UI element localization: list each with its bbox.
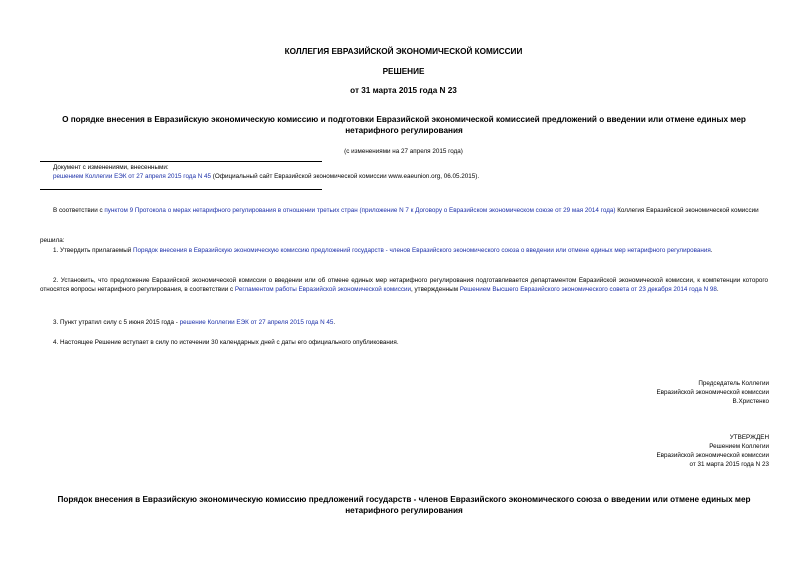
preamble-text-2: Коллегия Евразийской экономической комиссии bbox=[615, 207, 759, 214]
paragraph-1-text: 1. Утвердить прилагаемый bbox=[53, 247, 134, 254]
changes-box-top-rule bbox=[40, 161, 322, 162]
appendix-title: Порядок внесения в Евразийскую экономическую комиссию предложений государств - членов Евразийского экономического союза о введении или отмене единых мер нетарифного регулирования bbox=[57, 495, 751, 516]
approval-by: Решением Коллегии bbox=[709, 443, 769, 451]
signature-block bbox=[656, 379, 769, 406]
changes-note: (с изменениями на 27 апреля 2015 года) bbox=[344, 148, 463, 155]
paragraph-2-text-1: 2. Установить, что предложение Евразийской экономической комиссии о введении или об отмене единых мер нетарифного регулирования подготавливается департаментом Евразийской экономической комиссии, к компетенции которого относятся вопросы нетарифного регулирования, в соответствии с bbox=[40, 277, 768, 294]
doc-date: от 31 марта 2015 года N 23 bbox=[350, 86, 457, 95]
changes-box-entry bbox=[53, 172, 773, 181]
council-decision-link[interactable]: Решением Высшего Евразийского экономического совета от 23 декабря 2014 года N 98 bbox=[459, 286, 717, 294]
procedure-link[interactable]: Порядок внесения в Евразийскую экономическую комиссию предложений государств - членов Евразийского экономического союза о введении или отмене единых мер нетарифного регулирования bbox=[133, 247, 711, 254]
signature-org: Евразийской экономической комиссии bbox=[656, 389, 769, 397]
preamble-text-1: В соответствии с bbox=[53, 207, 105, 214]
paragraph-1-end: . bbox=[710, 247, 713, 254]
repeal-decision-link[interactable]: решение Коллегии ЕЭК от 27 апреля 2015 года N 45 bbox=[179, 319, 334, 326]
changes-box-source: (Официальный сайт Евразийской экономической комиссии www.eaeunion.org, 06.05.2015). bbox=[211, 173, 480, 181]
paragraph-1 bbox=[40, 246, 768, 255]
paragraph-3-end: . bbox=[333, 319, 336, 326]
decided-label: решила: bbox=[40, 237, 65, 244]
regulations-link[interactable]: Регламентом работы Евразийской экономической комиссии bbox=[234, 286, 412, 294]
approval-org: Евразийской экономической комиссии bbox=[656, 452, 769, 460]
approval-date: от 31 марта 2015 года N 23 bbox=[689, 461, 769, 469]
doc-type-heading: РЕШЕНИЕ bbox=[382, 67, 425, 76]
approval-block bbox=[656, 433, 769, 470]
paragraph-2 bbox=[40, 276, 768, 294]
signature-name: В.Христенко bbox=[732, 398, 769, 406]
paragraph-4: 4. Настоящее Решение вступает в силу по истечении 30 календарных дней с даты его официального опубликования. bbox=[53, 339, 399, 346]
paragraph-3 bbox=[40, 318, 768, 327]
preamble-paragraph bbox=[40, 206, 768, 215]
paragraph-2-end: . bbox=[716, 286, 719, 294]
doc-title: О порядке внесения в Евразийскую экономическую комиссию и подготовки Евразийской экономической комиссией предложений о введении или отмене единых мер нетарифного регулирования bbox=[62, 115, 746, 136]
amendment-link-45[interactable]: решением Коллегии ЕЭК от 27 апреля 2015 года N 45 bbox=[53, 173, 212, 181]
paragraph-2-text-2: , утвержденным bbox=[411, 286, 460, 294]
signature-title: Председатель Коллегии bbox=[698, 380, 769, 387]
paragraph-3-text: 3. Пункт утратил силу с 5 июня 2015 года - bbox=[53, 319, 180, 326]
approval-heading: УТВЕРЖДЕН bbox=[729, 434, 769, 441]
changes-box bbox=[53, 163, 773, 181]
changes-box-bottom-rule bbox=[40, 189, 322, 190]
changes-box-label: Документ с изменениями, внесенными: bbox=[53, 164, 169, 171]
org-heading: КОЛЛЕГИЯ ЕВРАЗИЙСКОЙ ЭКОНОМИЧЕСКОЙ КОМИССИИ bbox=[284, 47, 523, 56]
protocol-link[interactable]: пунктом 9 Протокола о мерах нетарифного регулирования в отношении третьих стран (приложение N 7 к Договору о Евразийском экономическом союзе от 29 мая 2014 года) bbox=[104, 207, 616, 214]
